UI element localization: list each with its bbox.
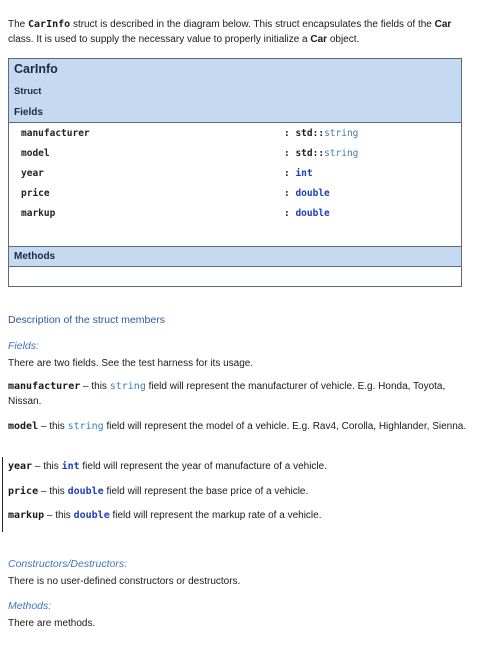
field-type: : std::string — [284, 148, 359, 159]
field-description: markup – this double field will represent the markup rate of a vehicle. — [8, 510, 322, 521]
struct-diagram — [8, 58, 462, 287]
methods-text: There are methods. — [8, 618, 96, 629]
object-name: Car — [310, 34, 328, 45]
fields-intro: There are two fields. See the test harness for its usage. — [8, 358, 254, 369]
field-description: price – this double field will represent the base price of a vehicle. — [8, 486, 309, 497]
field-name: year — [21, 168, 44, 179]
field-name: price — [21, 188, 50, 199]
diagram-field-row — [9, 125, 461, 145]
field-description: year – this int field will represent the year of manufacture of a vehicle. — [8, 461, 327, 472]
diagram-field-row — [9, 185, 461, 205]
intro-paragraph: The CarInfo struct is described in the diagram below. This struct encapsulates the fields of the Car class. It is used to supply the necessary value to properly initialize a Car object. — [8, 19, 452, 45]
methods-heading: Methods: — [8, 600, 52, 612]
field-type: : std::string — [284, 128, 359, 139]
diagram-field-row — [9, 165, 461, 185]
constructors-text: There is no user-defined constructors or destructors. — [8, 576, 241, 587]
fields-heading: Fields: — [8, 340, 39, 352]
diagram-field-row — [9, 145, 461, 165]
diagram-title: CarInfo — [14, 62, 58, 76]
diagram-field-row — [9, 205, 461, 225]
field-type: : double — [284, 208, 330, 219]
struct-name: CarInfo — [28, 19, 71, 30]
field-name: markup — [21, 208, 56, 219]
field-type: : int — [284, 168, 313, 179]
description-heading: Description of the struct members — [8, 314, 165, 326]
field-description: model – this string field will represent the model of a vehicle. E.g. Rav4, Corolla, Highlander, Sienna. — [8, 421, 467, 432]
class-name: Car — [434, 19, 452, 30]
diagram-fields-label: Fields — [9, 103, 461, 123]
diagram-stereotype: Struct — [14, 86, 42, 97]
field-name: manufacturer — [21, 128, 90, 139]
constructors-heading: Constructors/Destructors: — [8, 558, 128, 570]
diagram-header — [9, 59, 461, 104]
diagram-methods-label: Methods — [9, 246, 461, 267]
margin-change-bar — [2, 457, 3, 532]
field-description: manufacturer – this string field will represent the manufacturer of vehicle. E.g. Honda, Toyota, Nissan. — [8, 381, 446, 407]
field-name: model — [21, 148, 50, 159]
field-type: : double — [284, 188, 330, 199]
